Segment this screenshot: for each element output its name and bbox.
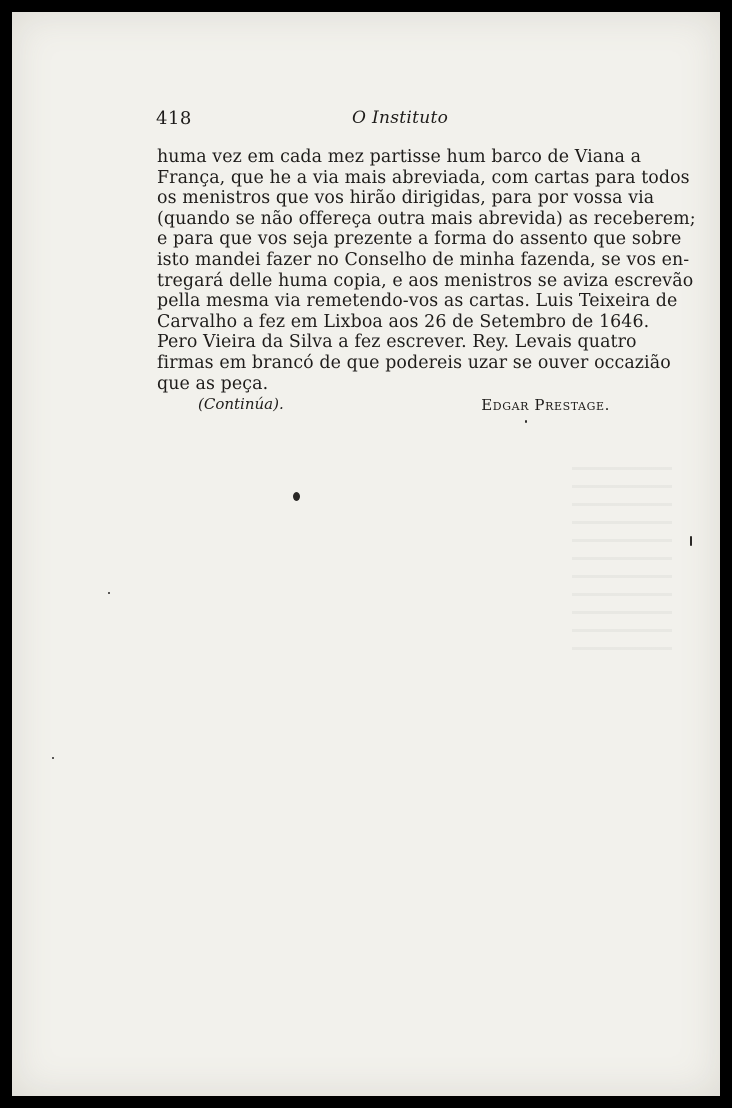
running-head	[156, 108, 456, 136]
text-line: que as peça.	[157, 373, 269, 394]
text-line: os menistros que vos hirão dirigidas, para por vossa via	[157, 188, 655, 209]
text-line: França, que he a via mais abreviada, com cartas para todos	[157, 167, 690, 188]
text-line: e para que vos seja prezente a forma do assento que sobre	[157, 229, 682, 250]
text-line: (quando se não offereça outra mais abrevida) as receberem;	[157, 208, 696, 229]
text-line: isto mandei fazer no Conselho de minha fazenda, se vos en-	[157, 249, 690, 270]
text-line: huma vez em cada mez partisse hum barco de Viana a	[157, 147, 642, 167]
bleed-through-texture	[572, 467, 672, 657]
ink-speck	[690, 536, 692, 546]
text-line: firmas em brancó de que podereis uzar se ouver occazião	[157, 352, 671, 373]
ink-speck	[525, 420, 527, 423]
body-paragraph	[157, 147, 696, 394]
text-line: Pero Vieira da Silva a fez escrever. Rey. Levais quatro	[157, 332, 637, 353]
text-line: pella mesma via remetendo-vos as cartas. Luis Teixeira de	[157, 291, 678, 312]
ink-speck	[52, 757, 54, 759]
text-line: tregará delle huma copia, e aos menistros se aviza escrevão	[157, 270, 694, 291]
running-title: O Instituto	[352, 108, 449, 128]
signature-line	[198, 395, 628, 419]
scanned-page	[12, 12, 720, 1096]
author-signature: Edgar Prestage.	[481, 396, 610, 414]
ink-speck	[108, 592, 110, 594]
page-number: 418	[156, 108, 192, 129]
text-line: Carvalho a fez em Lixboa aos 26 de Setembro de 1646.	[157, 311, 650, 332]
continua-label: (Continúa).	[198, 395, 284, 413]
ink-speck	[293, 492, 300, 501]
